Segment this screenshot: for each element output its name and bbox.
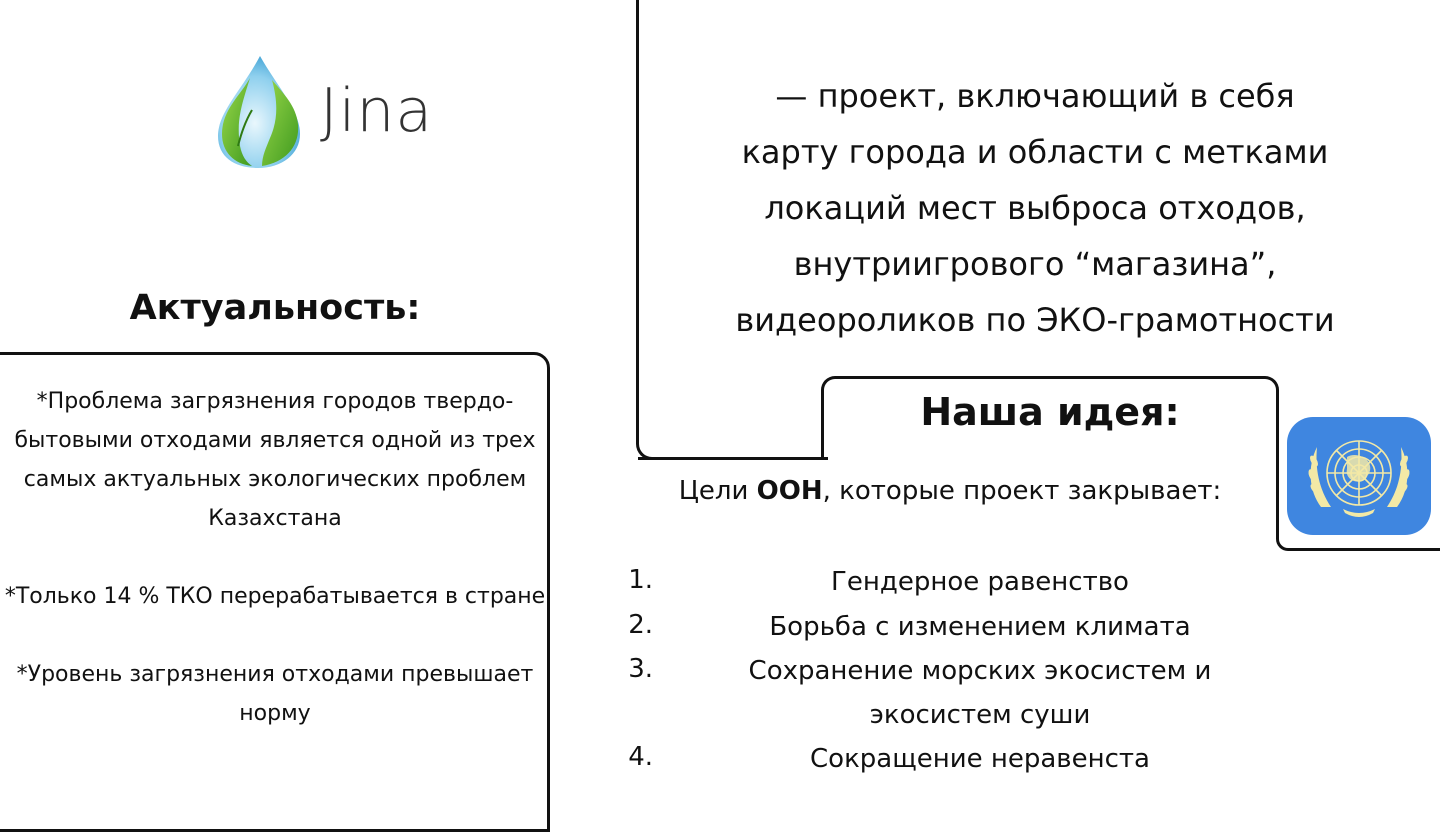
goal-item: Сокращение неравенста	[810, 744, 1150, 774]
goals-intro	[600, 476, 1300, 506]
goal-item: Борьба с изменением климата	[769, 612, 1191, 642]
actuality-point: *Проблема загрязнения городов твердо-бытовыми отходами является одной из трех самых актуальных экологических проблем Казахстана	[14, 389, 536, 531]
jina-logo	[212, 50, 462, 175]
un-emblem-icon	[1287, 417, 1431, 535]
actuality-point: *Уровень загрязнения отходами превышает норму	[16, 662, 534, 726]
goal-number: 3.	[628, 654, 653, 684]
goal-number: 2.	[628, 610, 653, 640]
description-line: — проект, включающий в себя	[775, 77, 1295, 115]
goals-intro-before: Цели	[678, 476, 757, 506]
actuality-points	[0, 382, 550, 733]
description-line: карту города и области с метками	[741, 133, 1329, 171]
goal-item: Гендерное равенство	[831, 567, 1129, 597]
divider-line	[638, 457, 828, 460]
description-line: внутриигрового “магазина”,	[793, 245, 1277, 283]
idea-heading: Наша идея:	[920, 390, 1180, 434]
project-description	[660, 68, 1410, 348]
description-line: локаций мест выброса отходов,	[764, 189, 1306, 227]
goals-intro-un: ООН	[756, 476, 823, 506]
water-leaf-drop-icon	[212, 50, 312, 175]
actuality-point: *Только 14 % ТКО перерабатывается в стране	[4, 584, 546, 609]
goal-item: Сохранение морских экосистем и экосистем суши	[748, 656, 1212, 730]
un-emblem	[1287, 417, 1431, 535]
goal-number: 1.	[628, 565, 653, 595]
goals-intro-after: , которые проект закрывает:	[822, 476, 1222, 506]
actuality-heading: Актуальность:	[129, 288, 421, 328]
logo-wordmark: Jina	[320, 76, 434, 146]
description-line: видеороликов по ЭКО-грамотности	[735, 301, 1335, 339]
goal-number: 4.	[628, 742, 653, 772]
